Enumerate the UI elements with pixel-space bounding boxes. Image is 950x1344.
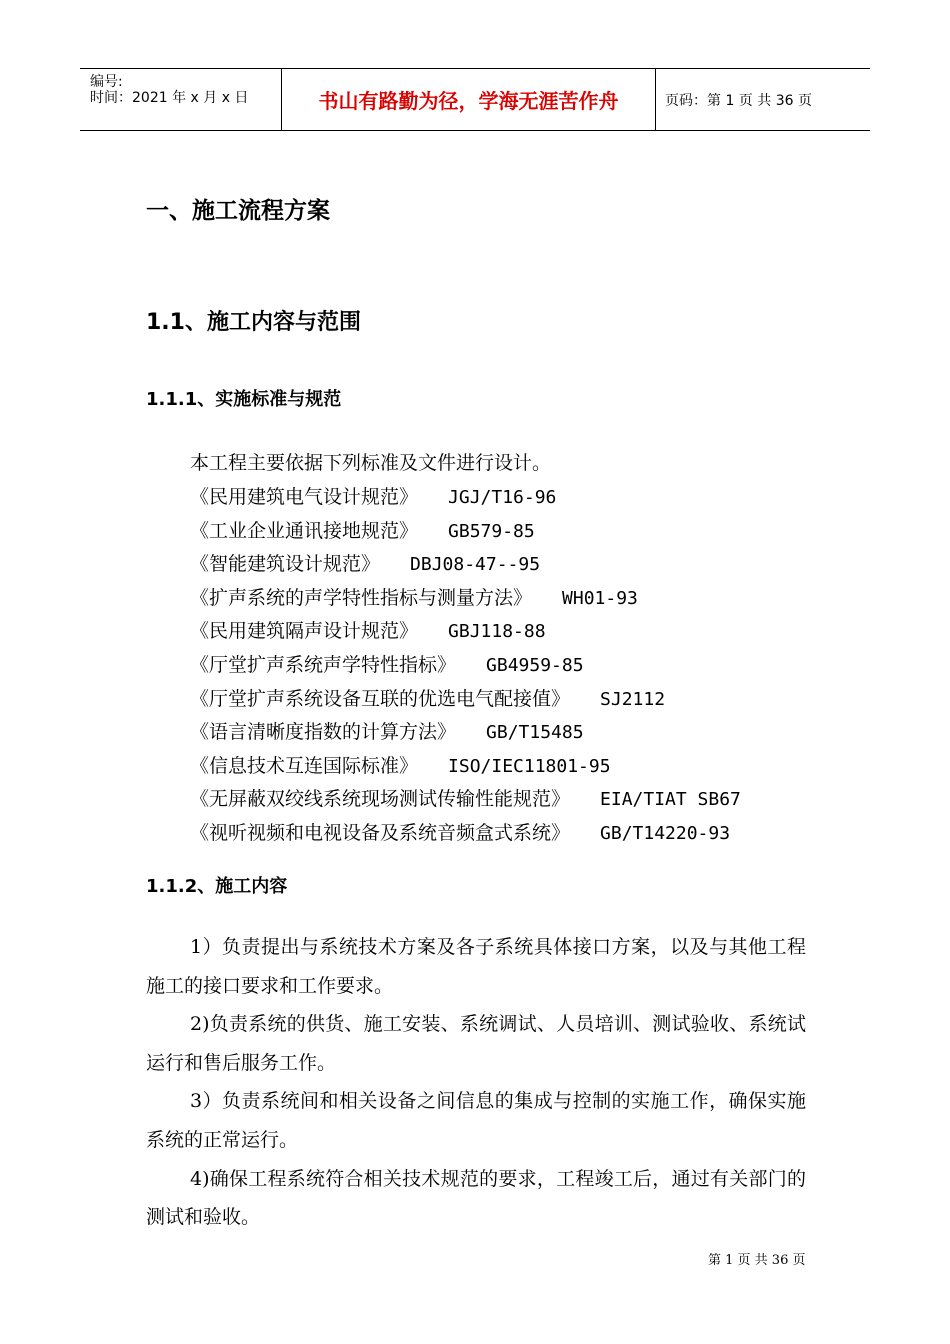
standard-item xyxy=(190,750,741,784)
standard-item xyxy=(190,515,741,549)
standard-name: 《视听视频和电视设备及系统音频盒式系统》 xyxy=(190,821,571,844)
standard-code: DBJ08-47--95 xyxy=(410,554,541,576)
header-left-cell xyxy=(80,69,281,130)
standard-name: 《厅堂扩声系统声学特性指标》 xyxy=(190,653,457,676)
standard-name: 《无屏蔽双绞线系统现场测试传输性能规范》 xyxy=(190,788,571,811)
standard-name: 《扩声系统的声学特性指标与测量方法》 xyxy=(190,586,533,609)
document-number-label: 编号: xyxy=(90,74,123,90)
date-label: 时间：2021 年 x 月 x 日 xyxy=(90,90,249,106)
content-paragraph: 1）负责提出与系统技术方案及各子系统具体接口方案，以及与其他工程施工的接口要求和工作要求。 xyxy=(146,936,806,997)
page-header xyxy=(80,68,870,131)
standard-name: 《信息技术互连国际标准》 xyxy=(190,754,419,777)
construction-content xyxy=(146,928,806,1237)
standard-code: JGJ/T16-96 xyxy=(448,487,557,508)
standard-code: SJ2112 xyxy=(600,688,666,710)
standard-item xyxy=(190,683,741,717)
section-heading-1-1: 1.1、施工内容与范围 xyxy=(146,310,361,335)
standard-item xyxy=(190,649,741,683)
standard-code: ISO/IEC11801-95 xyxy=(448,755,611,777)
standard-item xyxy=(190,716,741,750)
standards-intro: 本工程主要依据下列标准及文件进行设计。 xyxy=(190,452,552,474)
standard-code: EIA/TIAT SB67 xyxy=(600,789,741,811)
standard-name: 《厅堂扩声系统设备互联的优选电气配接值》 xyxy=(190,687,571,710)
section-heading-1-1-2: 1.1.2、施工内容 xyxy=(146,876,288,897)
header-motto: 书山有路勤为径，学海无涯苦作舟 xyxy=(281,69,656,130)
chapter-title: 一、施工流程方案 xyxy=(146,198,330,224)
standard-code: GBJ118-88 xyxy=(448,621,546,643)
content-paragraph: 3）负责系统间和相关设备之间信息的集成与控制的实施工作，确保实施系统的正常运行。 xyxy=(146,1090,806,1151)
header-page-info: 页码：第 1 页 共 36 页 xyxy=(665,92,812,109)
standard-code: GB579-85 xyxy=(448,520,535,542)
standard-code: GB/T15485 xyxy=(486,722,584,744)
standard-name: 《智能建筑设计规范》 xyxy=(190,553,381,576)
standard-name: 《工业企业通讯接地规范》 xyxy=(190,519,419,542)
standards-list xyxy=(190,481,741,851)
standard-code: WH01-93 xyxy=(562,587,638,609)
standard-item xyxy=(190,783,741,817)
standard-code: GB4959-85 xyxy=(486,654,584,676)
section-heading-1-1-1: 1.1.1、实施标准与规范 xyxy=(146,389,342,410)
standard-item xyxy=(190,548,741,582)
content-paragraph: 2)负责系统的供货、施工安装、系统调试、人员培训、测试验收、系统试运行和售后服务工作。 xyxy=(146,1013,806,1074)
standard-code: GB/T14220-93 xyxy=(600,822,731,844)
standard-item xyxy=(190,481,741,515)
page-footer: 第 1 页 共 36 页 xyxy=(708,1253,806,1268)
content-paragraph: 4)确保工程系统符合相关技术规范的要求，工程竣工后，通过有关部门的测试和验收。 xyxy=(146,1167,806,1229)
standard-item xyxy=(190,817,741,851)
standard-name: 《民用建筑电气设计规范》 xyxy=(190,486,419,508)
standard-item xyxy=(190,615,741,649)
standard-item xyxy=(190,582,741,616)
standard-name: 《民用建筑隔声设计规范》 xyxy=(190,620,419,643)
standard-name: 《语言清晰度指数的计算方法》 xyxy=(190,721,457,744)
